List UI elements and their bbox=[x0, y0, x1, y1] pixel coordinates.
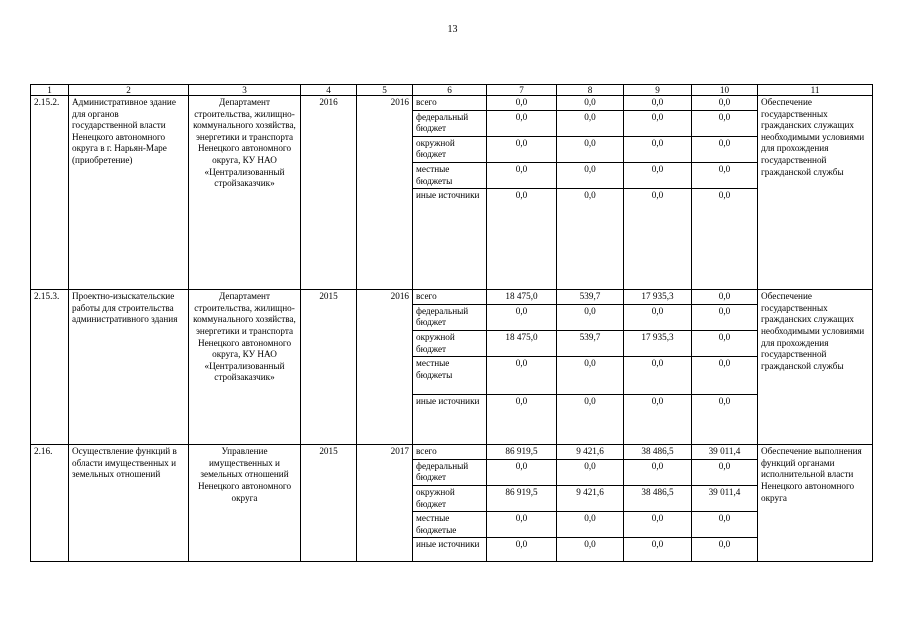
amount-year1-cell: 0,0 bbox=[557, 136, 624, 162]
amount-year2-cell: 17 935,3 bbox=[624, 330, 692, 356]
amount-total-cell: 0,0 bbox=[487, 162, 557, 188]
amount-year2-cell: 0,0 bbox=[624, 538, 692, 562]
amount-year3-cell: 0,0 bbox=[692, 538, 758, 562]
amount-total-cell: 0,0 bbox=[487, 512, 557, 538]
amount-total-cell: 0,0 bbox=[487, 357, 557, 395]
amount-year2-cell: 38 486,5 bbox=[624, 445, 692, 460]
amount-total-cell: 0,0 bbox=[487, 538, 557, 562]
amount-total-cell: 18 475,0 bbox=[487, 330, 557, 356]
funding-source-cell: окружной бюджет bbox=[413, 330, 487, 356]
funding-row bbox=[31, 445, 873, 460]
header-cell: 7 bbox=[487, 85, 557, 96]
amount-total-cell: 86 919,5 bbox=[487, 445, 557, 460]
executor-cell: Управление имущественных и земельных отношений Ненецкого автономного округа bbox=[189, 445, 301, 562]
header-cell: 3 bbox=[189, 85, 301, 96]
amount-year3-cell: 39 011,4 bbox=[692, 445, 758, 460]
amount-year3-cell: 0,0 bbox=[692, 290, 758, 305]
amount-year1-cell: 0,0 bbox=[557, 538, 624, 562]
amount-total-cell: 0,0 bbox=[487, 96, 557, 111]
header-cell: 5 bbox=[357, 85, 413, 96]
expected-result-cell: Обеспечение государственных гражданских служащих необходимыми условиями для прохождения государственной гражданской службы bbox=[758, 290, 873, 445]
amount-year1-cell: 0,0 bbox=[557, 395, 624, 445]
amount-year2-cell: 0,0 bbox=[624, 96, 692, 111]
program-table bbox=[30, 84, 873, 562]
header-cell: 11 bbox=[758, 85, 873, 96]
funding-source-cell: окружной бюджет bbox=[413, 136, 487, 162]
amount-year3-cell: 39 011,4 bbox=[692, 485, 758, 511]
amount-total-cell: 0,0 bbox=[487, 395, 557, 445]
amount-total-cell: 18 475,0 bbox=[487, 290, 557, 305]
item-name-cell: Административное здание для органов государственной власти Ненецкого автономного округа в г. Нарьян-Маре (приобретение) bbox=[69, 96, 189, 290]
amount-total-cell: 0,0 bbox=[487, 136, 557, 162]
expected-result-cell: Обеспечение выполнения функций органами исполнительной власти Ненецкого автономного округа bbox=[758, 445, 873, 562]
funding-source-cell: местные бюджеты bbox=[413, 357, 487, 395]
amount-total-cell: 0,0 bbox=[487, 110, 557, 136]
item-number-cell: 2.15.3. bbox=[31, 290, 69, 445]
amount-year3-cell: 0,0 bbox=[692, 304, 758, 330]
amount-year3-cell: 0,0 bbox=[692, 136, 758, 162]
header-cell: 8 bbox=[557, 85, 624, 96]
item-number-cell: 2.16. bbox=[31, 445, 69, 562]
funding-source-cell: федеральный бюджет bbox=[413, 459, 487, 485]
item-name-cell: Проектно-изыскательские работы для строительства административного здания bbox=[69, 290, 189, 445]
funding-source-cell: иные источники bbox=[413, 538, 487, 562]
amount-total-cell: 0,0 bbox=[487, 189, 557, 290]
executor-cell: Департамент строительства, жилищно-коммунального хозяйства, энергетики и транспорта Ненецкого автономного округа, КУ НАО «Централизованный стройзаказчик» bbox=[189, 290, 301, 445]
funding-source-cell: федеральный бюджет bbox=[413, 304, 487, 330]
start-year-cell: 2016 bbox=[301, 96, 357, 290]
page-number: 13 bbox=[447, 24, 458, 35]
amount-year1-cell: 0,0 bbox=[557, 96, 624, 111]
amount-year1-cell: 0,0 bbox=[557, 189, 624, 290]
funding-source-cell: всего bbox=[413, 96, 487, 111]
amount-year1-cell: 0,0 bbox=[557, 162, 624, 188]
funding-source-cell: иные источники bbox=[413, 189, 487, 290]
amount-year2-cell: 0,0 bbox=[624, 189, 692, 290]
amount-year2-cell: 0,0 bbox=[624, 512, 692, 538]
amount-year2-cell: 0,0 bbox=[624, 357, 692, 395]
funding-source-cell: всего bbox=[413, 290, 487, 305]
header-cell: 4 bbox=[301, 85, 357, 96]
funding-source-cell: всего bbox=[413, 445, 487, 460]
funding-source-cell: местные бюджеты bbox=[413, 162, 487, 188]
expected-result-cell: Обеспечение государственных гражданских служащих необходимыми условиями для прохождения государственной гражданской службы bbox=[758, 96, 873, 290]
amount-year3-cell: 0,0 bbox=[692, 395, 758, 445]
amount-year2-cell: 0,0 bbox=[624, 136, 692, 162]
funding-source-cell: местные бюджетые bbox=[413, 512, 487, 538]
amount-year1-cell: 0,0 bbox=[557, 110, 624, 136]
amount-year1-cell: 0,0 bbox=[557, 512, 624, 538]
amount-year3-cell: 0,0 bbox=[692, 459, 758, 485]
funding-row bbox=[31, 96, 873, 111]
amount-year3-cell: 0,0 bbox=[692, 189, 758, 290]
header-cell: 9 bbox=[624, 85, 692, 96]
amount-year3-cell: 0,0 bbox=[692, 162, 758, 188]
amount-year1-cell: 0,0 bbox=[557, 459, 624, 485]
amount-total-cell: 86 919,5 bbox=[487, 485, 557, 511]
funding-source-cell: иные источники bbox=[413, 395, 487, 445]
amount-year1-cell: 539,7 bbox=[557, 290, 624, 305]
start-year-cell: 2015 bbox=[301, 445, 357, 562]
amount-year1-cell: 539,7 bbox=[557, 330, 624, 356]
amount-year2-cell: 38 486,5 bbox=[624, 485, 692, 511]
amount-year3-cell: 0,0 bbox=[692, 512, 758, 538]
amount-year2-cell: 0,0 bbox=[624, 304, 692, 330]
amount-year3-cell: 0,0 bbox=[692, 96, 758, 111]
funding-source-cell: федеральный бюджет bbox=[413, 110, 487, 136]
end-year-cell: 2016 bbox=[357, 96, 413, 290]
end-year-cell: 2016 bbox=[357, 290, 413, 445]
amount-year3-cell: 0,0 bbox=[692, 110, 758, 136]
amount-year1-cell: 0,0 bbox=[557, 357, 624, 395]
header-cell: 10 bbox=[692, 85, 758, 96]
executor-cell: Департамент строительства, жилищно-коммунального хозяйства, энергетики и транспорта Ненецкого автономного округа, КУ НАО «Централизованный стройзаказчик» bbox=[189, 96, 301, 290]
header-cell: 6 bbox=[413, 85, 487, 96]
amount-year2-cell: 0,0 bbox=[624, 395, 692, 445]
end-year-cell: 2017 bbox=[357, 445, 413, 562]
amount-year2-cell: 0,0 bbox=[624, 110, 692, 136]
header-row bbox=[31, 85, 873, 96]
item-name-cell: Осуществление функций в области имущественных и земельных отношений bbox=[69, 445, 189, 562]
amount-total-cell: 0,0 bbox=[487, 304, 557, 330]
start-year-cell: 2015 bbox=[301, 290, 357, 445]
amount-total-cell: 0,0 bbox=[487, 459, 557, 485]
amount-year1-cell: 9 421,6 bbox=[557, 445, 624, 460]
amount-year1-cell: 9 421,6 bbox=[557, 485, 624, 511]
header-cell: 1 bbox=[31, 85, 69, 96]
amount-year3-cell: 0,0 bbox=[692, 330, 758, 356]
amount-year1-cell: 0,0 bbox=[557, 304, 624, 330]
header-cell: 2 bbox=[69, 85, 189, 96]
amount-year2-cell: 17 935,3 bbox=[624, 290, 692, 305]
item-number-cell: 2.15.2. bbox=[31, 96, 69, 290]
funding-source-cell: окружной бюджет bbox=[413, 485, 487, 511]
amount-year2-cell: 0,0 bbox=[624, 162, 692, 188]
amount-year2-cell: 0,0 bbox=[624, 459, 692, 485]
funding-row bbox=[31, 290, 873, 305]
amount-year3-cell: 0,0 bbox=[692, 357, 758, 395]
